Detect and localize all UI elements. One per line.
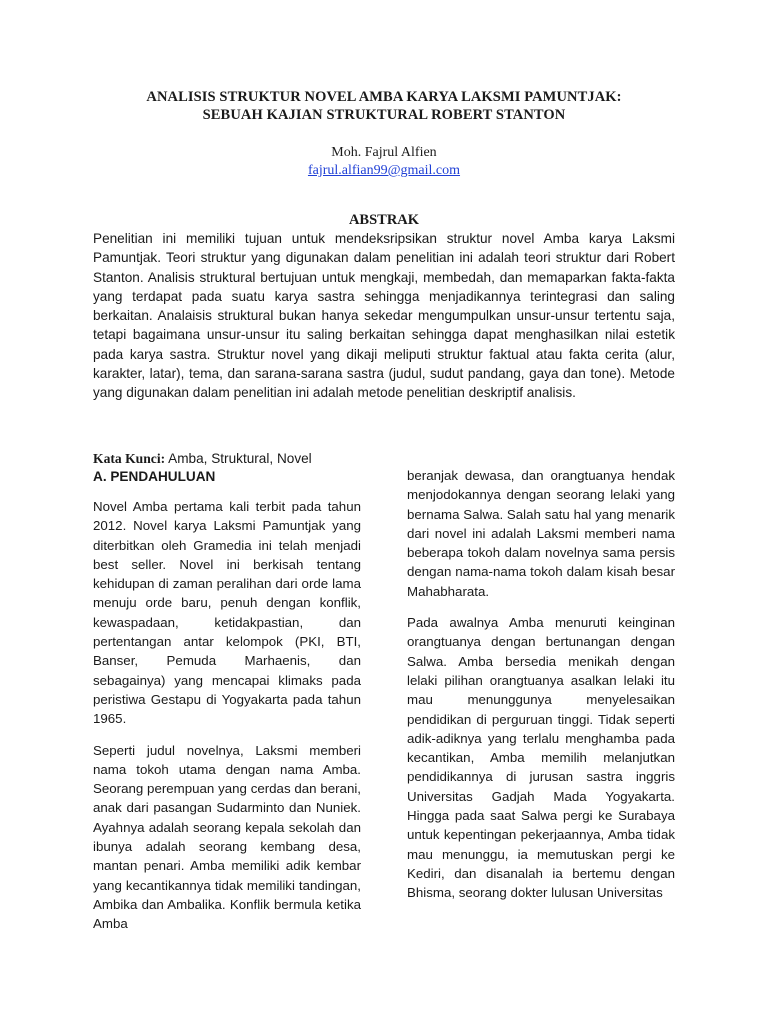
- keywords-label: Kata Kunci:: [93, 451, 166, 466]
- left-column: [93, 497, 361, 946]
- paragraph: beranjak dewasa, dan orangtuanya hendak menjodokannya dengan seorang lelaki yang bernama Salwa. Salah satu hal yang menarik dari novel ini adalah Laksmi memberi nama beberapa tokoh dalam novelnya sama persis dengan nama-nama tokoh dalam kisah besar Mahabharata.: [407, 468, 675, 599]
- abstract-heading: ABSTRAK: [348, 212, 420, 228]
- section-heading: A. PENDAHULUAN: [93, 469, 216, 484]
- author-name: Moh. Fajrul Alfien: [331, 145, 437, 160]
- paper-title-line-1: ANALISIS STRUKTUR NOVEL AMBA KARYA LAKSMI PAMUNTJAK:: [146, 89, 622, 105]
- abstract-body: Penelitian ini memiliki tujuan untuk mendeksripsikan struktur novel Amba karya Laksmi Pamuntjak. Teori struktur yang digunakan dalam penelitian ini adalah teori struktur dari Robert Stanton. Analisis struktural bertujuan untuk mengkaji, membedah, dan memaparkan fakta-fakta yang terdapat pada suatu karya sastra sehingga menjadikannya terintegrasi dan saling berkaitan. Analaisis struktural bukan hanya sekedar mengumpulkan unsur-unsur tertentu saja, tetapi bagaimana unsur-unsur itu saling berkaitan sehingga dapat menghasilkan nilai estetik pada karya sastra. Struktur novel yang dikaji meliputi struktur faktual atau fakta cerita (alur, karakter, latar), tema, dan sarana-sarana sastra (judul, sudut pandang, gaya dan tone). Metode yang digunakan dalam penelitian ini adalah metode penelitian deskriptif analisis.: [93, 231, 675, 401]
- author-email-link[interactable]: fajrul.alfian99@gmail.com: [307, 163, 461, 178]
- keywords-line: [93, 450, 383, 468]
- paper-title: [93, 88, 675, 124]
- paper-title-line-2: SEBUAH KAJIAN STRUKTURAL ROBERT STANTON: [202, 107, 566, 123]
- paragraph: Novel Amba pertama kali terbit pada tahun 2012. Novel karya Laksmi Pamuntjak yang diterbitkan oleh Gramedia ini telah menjadi best seller. Novel ini berkisah tentang kehidupan di zaman peralihan dari orde lama menuju orde baru, penuh dengan konflik, kewaspadaan, ketidakpastian, dan pertentangan antar kelompok (PKI, BTI, Banser, Pemuda Marhaenis, dan sebagainya) yang mencapai klimaks pada peristiwa Gestapu di Yogyakarta pada tahun 1965.: [93, 499, 361, 727]
- paragraph: Seperti judul novelnya, Laksmi memberi nama tokoh utama dengan nama Amba. Seorang perempuan yang cerdas dan berani, anak dari pasangan Sudarminto dan Nuniek. Ayahnya adalah seorang kepala sekolah dan ibunya adalah seorang kembang desa, mantan penari. Amba memiliki adik kembar yang kecantikannya tidak memiliki tandingan, Ambika dan Ambalika. Konflik bermula ketika Amba: [93, 742, 361, 932]
- keywords-values: Amba, Struktural, Novel: [165, 451, 312, 466]
- right-column: [407, 466, 675, 915]
- paragraph: Pada awalnya Amba menuruti keinginan orangtuanya dengan bertunangan dengan Salwa. Amba bersedia menikah dengan lelaki pilihan orangtuanya asalkan lelaki itu mau menunggunya menyelesaikan pendidikan di perguruan tinggi. Tidak seperti adik-adiknya yang terlalu menghamba pada kecantikan, Amba memilih melanjutkan pendidikannya di jurusan sastra inggris Universitas Gadjah Mada Yogyakarta. Hingga pada saat Salwa pergi ke Surabaya untuk kepentingan pekerjaannya, Amba tidak mau menunggu, ia memutuskan pergi ke Kediri, dan disanalah ia bertemu dengan Bhisma, seorang dokter lulusan Universitas: [407, 615, 675, 901]
